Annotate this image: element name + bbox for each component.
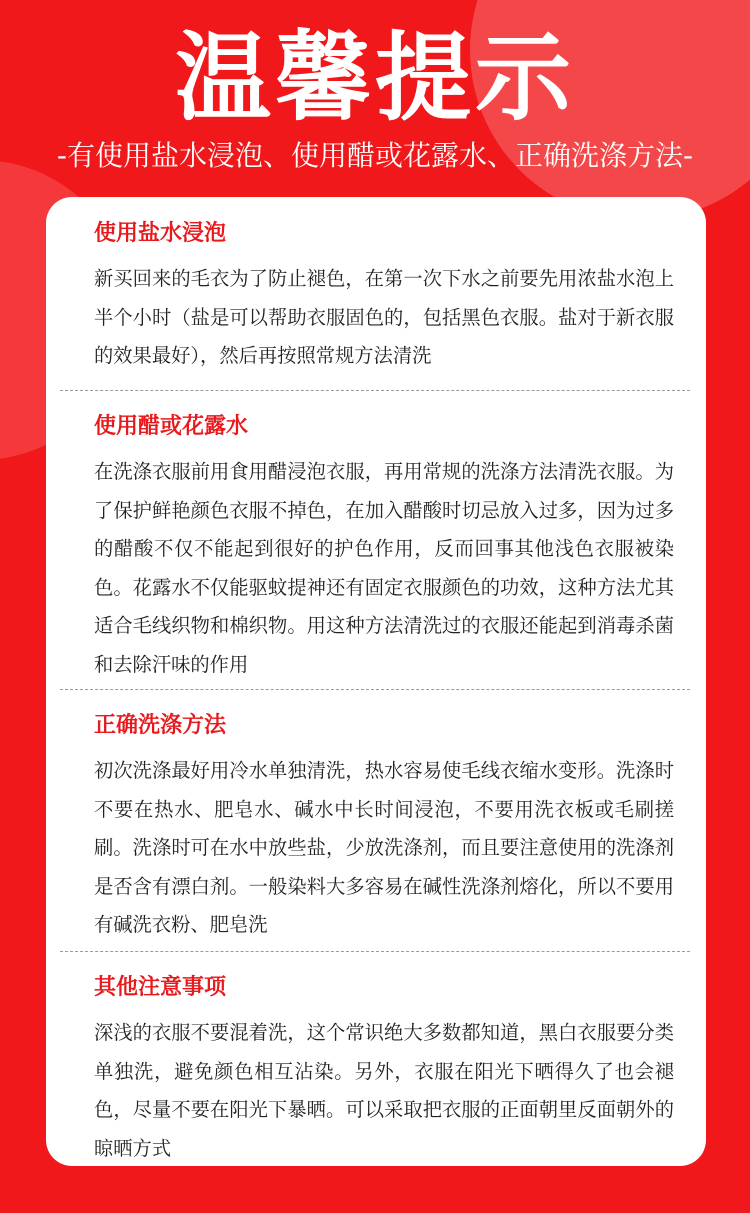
section-title: 使用盐水浸泡 xyxy=(94,221,227,246)
section-body: 初次洗涤最好用冷水单独清洗，热水容易使毛线衣缩水变形。洗涤时不要在热水、肥皂水、碱水中长时间浸泡，不要用洗衣板或毛刷搓刷。洗涤时可在水中放些盐，少放洗涤剂，而且要注意使用的洗涤剂是否含有漂白剂。一般染料大多容易在碱性洗涤剂熔化，所以不要用有碱洗衣粉、肥皂洗 xyxy=(94,759,674,936)
section-divider xyxy=(60,951,690,952)
section-title: 使用醋或花露水 xyxy=(94,414,249,439)
section-body: 新买回来的毛衣为了防止褪色，在第一次下水之前要先用浓盐水泡上半个小时（盐是可以帮助衣服固色的，包括黑色衣服。盐对于新衣服的效果最好），然后再按照常规方法清洗 xyxy=(94,267,674,367)
section-body: 深浅的衣服不要混着洗，这个常识绝大多数都知道，黑白衣服要分类单独洗，避免颜色相互沾染。另外，衣服在阳光下晒得久了也会褪色，尽量不要在阳光下暴晒。可以采取把衣服的正面朝里反面朝外的晾晒方式 xyxy=(94,1021,674,1160)
section-divider xyxy=(60,390,690,391)
tips-card xyxy=(46,197,706,1166)
page-title: 温馨提示 xyxy=(175,22,575,134)
section-body: 在洗涤衣服前用食用醋浸泡衣服，再用常规的洗涤方法清洗衣服。为了保护鲜艳颜色衣服不掉色，在加入醋酸时切忌放入过多，因为过多的醋酸不仅不能起到很好的护色作用，反而回事其他浅色衣服被染色。花露水不仅能驱蚊提神还有固定衣服颜色的功效，这种方法尤其适合毛线织物和棉织物。用这种方法清洗过的衣服还能起到消毒杀菌和去除汗味的作用 xyxy=(94,460,674,676)
section-title: 正确洗涤方法 xyxy=(94,713,227,738)
section-title: 其他注意事项 xyxy=(94,975,227,1000)
section-divider xyxy=(60,689,690,690)
page-subtitle: -有使用盐水浸泡、使用醋或花露水、正确洗涤方法- xyxy=(56,139,694,172)
